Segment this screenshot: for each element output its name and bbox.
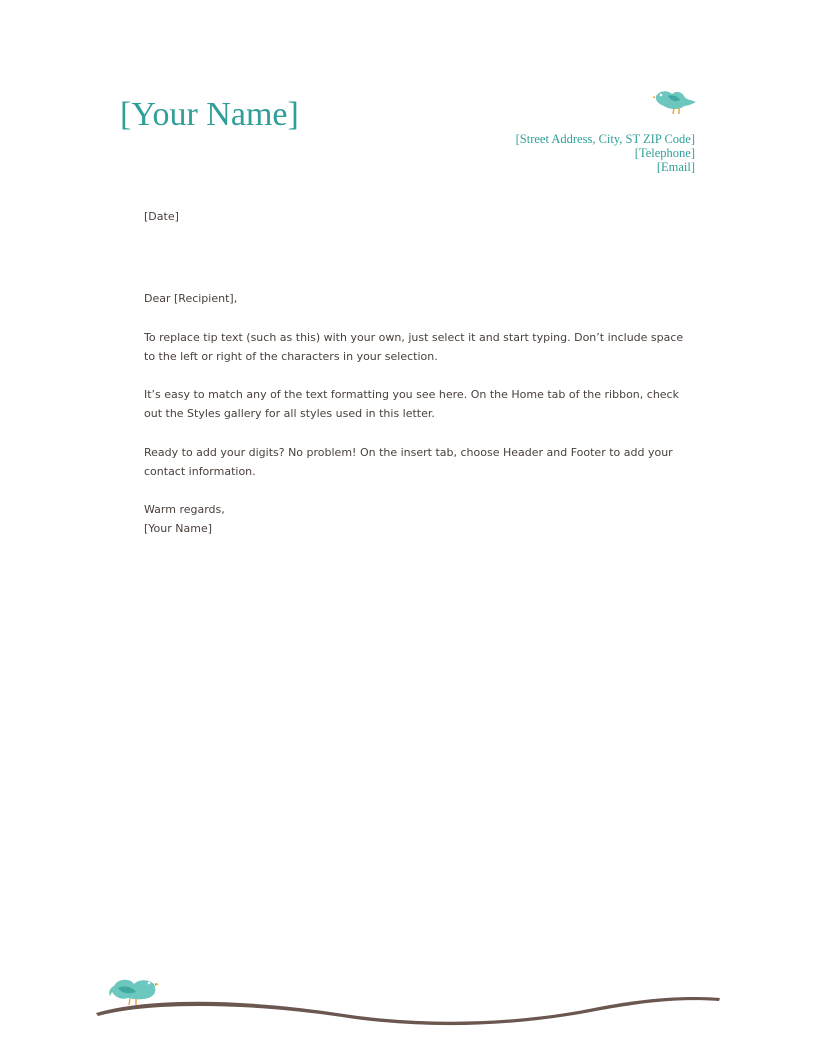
signature-name[interactable]: [Your Name]	[144, 522, 213, 535]
sender-name[interactable]: [Your Name]	[120, 96, 299, 133]
body-paragraph[interactable]: To replace tip text (such as this) with your own, just select it and start typing. Don’t include space to the left or right of the characters in your selection.	[144, 331, 684, 363]
closing-line[interactable]: Warm regards,	[144, 503, 225, 516]
bird-icon	[109, 980, 159, 1005]
body-paragraph[interactable]: It’s easy to match any of the text formatting you see here. On the Home tab of the ribbon, check out the Styles gallery for all styles used in this letter.	[144, 388, 679, 420]
salutation[interactable]: Dear [Recipient],	[144, 292, 238, 305]
footer-art	[94, 966, 724, 1030]
body-paragraph[interactable]: Ready to add your digits? No problem! On the insert tab, choose Header and Footer to add your contact information.	[144, 446, 673, 478]
branch-line	[96, 997, 720, 1025]
email-line[interactable]: [Email]	[656, 160, 695, 174]
date-field[interactable]: [Date]	[144, 210, 179, 223]
address-line[interactable]: [Street Address, City, ST ZIP Code]	[515, 132, 695, 146]
bird-icon	[652, 84, 698, 116]
contact-block	[516, 132, 695, 174]
closing-block	[144, 500, 684, 538]
telephone-line[interactable]: [Telephone]	[634, 146, 695, 160]
